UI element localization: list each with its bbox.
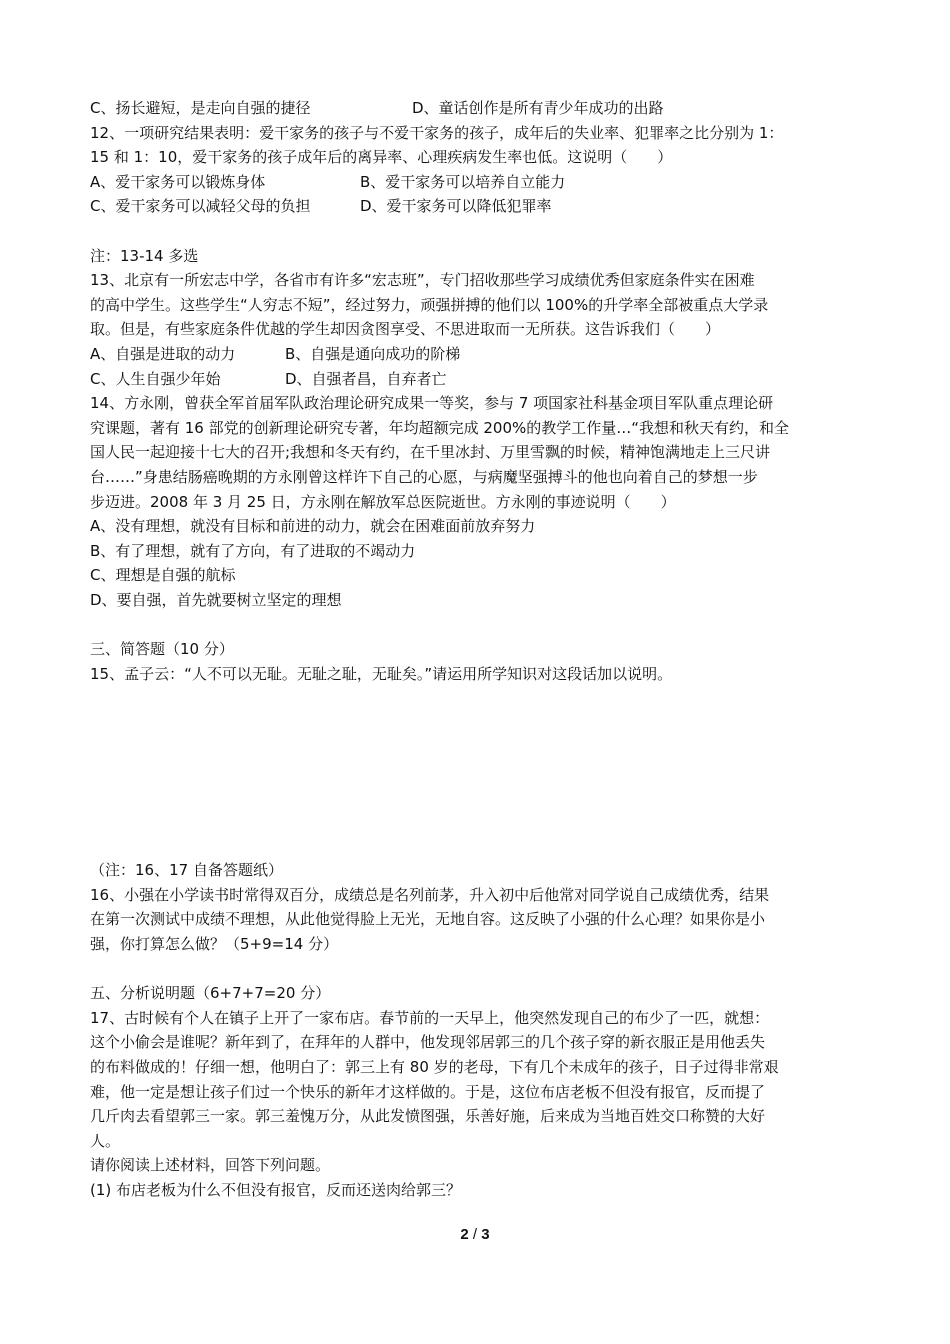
q13-line: 取。但是，有些家庭条件优越的学生却因贪图享受、不思进取而一无所获。这告诉我们（ ） [90,320,721,339]
q14-option-a: A、没有理想，就没有目标和前进的动力，就会在困难面前放弃努力 [90,517,536,536]
q12-options-cd [90,194,860,219]
q14-line: 14、方永刚，曾获全军首届军队政治理论研究成果一等奖，参与 7 项国家社科基金项目军队重点理论研 [90,394,774,413]
q12-option-c: C、爱干家务可以减轻父母的负担 [90,197,311,216]
q13-line: 13、北京有一所宏志中学，各省市有许多“宏志班”，专门招收那些学习成绩优秀但家庭条件实在困难 [90,271,755,290]
page-separator: / [472,1226,478,1243]
q13-option-d: D、自强者昌，自弃者亡 [285,369,447,388]
q14-option-d: D、要自强，首先就要树立坚定的理想 [90,590,342,609]
q12-option-d: D、爱干家务可以降低犯罪率 [360,197,552,216]
multi-select-note: 注：13-14 多选 [90,246,199,265]
section-3-heading: 三、简答题（10 分） [90,640,234,659]
q17-prompt: 请你阅读上述材料，回答下列问题。 [90,1156,331,1175]
q12-options-ab [90,170,860,195]
page-number: 2 [460,1226,469,1243]
q11-options-cd [90,96,860,121]
q13-option-b: B、自强是通向成功的阶梯 [285,344,461,363]
q12-option-b: B、爱干家务可以培养自立能力 [360,172,566,191]
question-16 [90,883,860,957]
q11-option-d: D、童话创作是所有青少年成功的出路 [412,99,664,117]
q17-line: 难，他一定是想让孩子们过一个快乐的新年才这样做的。于是，这位布店老板不但没有报官，反而提了 [90,1082,766,1101]
q13-option-a: A、自强是进取的动力 [90,344,236,363]
q14-line: 台……”身患结肠癌晚期的方永刚曾这样许下自己的心愿，与病魔坚强搏斗的他也向着自己的梦想一步 [90,467,758,486]
q17-line: 17、古时候有个人在镇子上开了一家布店。春节前的一天早上，他突然发现自己的布少了一匹，就想： [90,1008,770,1027]
question-14 [90,391,860,612]
q13-line: 的高中学生。这些学生“人穷志不短”，经过努力，顽强拼搏的他们以 100%的升学率全部被重点大学录 [90,295,769,314]
q17-line: 人。 [90,1131,121,1150]
q17-line: 几斤肉去看望郭三一家。郭三羞愧万分，从此发愤图强，乐善好施，后来成为当地百姓交口称赞的大好 [90,1107,766,1126]
q13-options-ab [90,342,860,367]
document-page [90,96,860,1203]
q16-line: 强，你打算怎么做？（5+9=14 分） [90,935,339,954]
q17-line: 这个小偷会是谁呢？新年到了，在拜年的人群中，他发现邻居郭三的几个孩子穿的新衣服正是用他丢失 [90,1033,766,1052]
page-footer [0,1226,950,1243]
q14-line: 步迈进。2008 年 3 月 25 日，方永刚在解放军总医院逝世。方永刚的事迹说明（ ） [90,492,676,511]
q11-option-c: C、扬长避短，是走向自强的捷径 [90,99,311,117]
q12-line: 15 和 1：10，爱干家务的孩子成年后的离异率、心理疾病发生率也低。这说明（ ） [90,148,673,167]
question-12 [90,121,860,219]
section-5-heading: 五、分析说明题（6+7+7=20 分） [90,984,331,1003]
question-15: 15、孟子云：“人不可以无耻。无耻之耻，无耻矣。”请运用所学知识对这段话加以说明。 [90,664,673,683]
q17-sub-question-1: (1) 布店老板为什么不但没有报官，反而还送肉给郭三？ [90,1180,462,1199]
question-13 [90,268,860,391]
q16-line: 16、小强在小学读书时常得双百分，成绩总是名列前茅，升入初中后他常对同学说自己成绩优秀，结果 [90,885,770,904]
q13-option-c: C、人生自强少年始 [90,369,221,388]
page-total: 3 [481,1226,490,1243]
answer-paper-note: （注：16、17 自备答题纸） [90,861,283,880]
q14-line: 究课题，著有 16 部党的创新理论研究专著，年均超额完成 200%的教学工作量…“我想和秋天有约，和全 [90,418,790,437]
question-17 [90,1006,860,1203]
answer-space [90,686,860,858]
q14-option-c: C、理想是自强的航标 [90,566,236,585]
q12-line: 12、一项研究结果表明：爱干家务的孩子与不爱干家务的孩子，成年后的失业率、犯罪率之比分别为 1： [90,123,784,142]
q14-option-b: B、有了理想，就有了方向，有了进取的不竭动力 [90,541,416,560]
q13-options-cd [90,367,860,392]
q12-option-a: A、爱干家务可以锻炼身体 [90,172,266,191]
q14-line: 国人民一起迎接十七大的召开;我想和冬天有约，在千里冰封、万里雪飘的时候，精神饱满地走上三尺讲 [90,443,771,462]
q17-line: 的布料做成的！仔细一想，他明白了：郭三上有 80 岁的老母，下有几个未成年的孩子，日子过得非常艰 [90,1058,779,1076]
q16-line: 在第一次测试中成绩不理想，从此他觉得脸上无光，无地自容。这反映了小强的什么心理？如果你是小 [90,910,766,929]
